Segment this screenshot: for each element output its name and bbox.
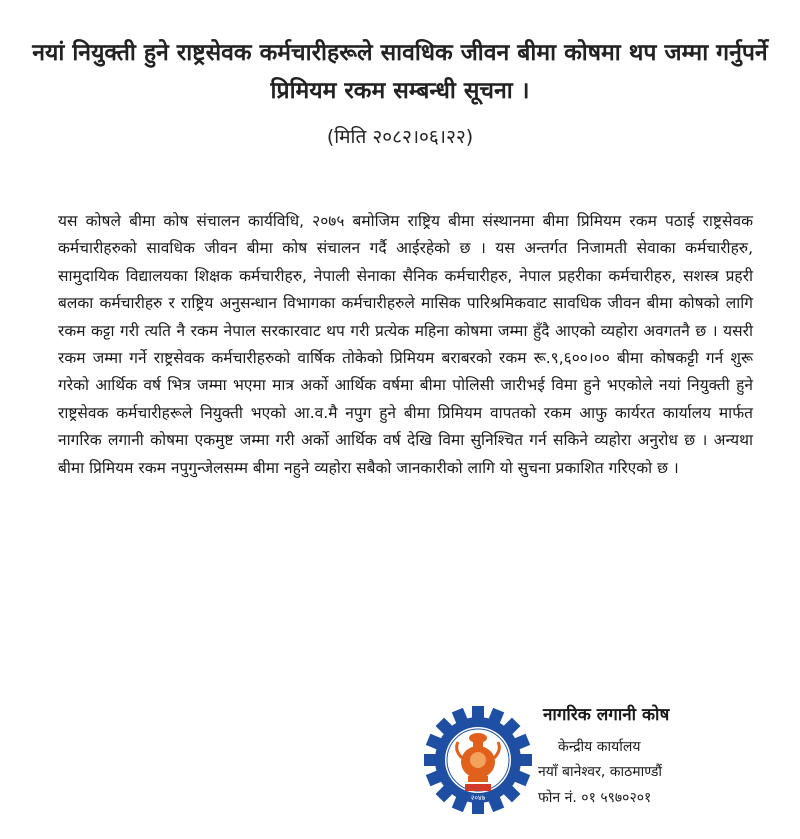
svg-text:२०४७: २०४७ bbox=[470, 794, 486, 802]
notice-body: यस कोषले बीमा कोष संचालन कार्यविधि, २०७५ बमोजिम राष्ट्रिय बीमा संस्थानमा बीमा प्रिमियम रकम पठाई राष्ट्रसेवक कर्मचारीहरुको सावधिक जीवन बीमा कोष संचालन गर्दै आईरहेको छ । यस अन्तर्गत निजामती सेवाका कर्मचारीहरु, सामुदायिक विद्यालयका शिक्षक कर्मचारीहरु, नेपाली सेनाका सैनिक कर्मचारीहरु, नेपाल प्रहरीका कर्मचारीहरु, सशस्त्र प्रहरी बलका कर्मचारीहरु र राष्ट्रिय अनुसन्धान विभागका कर्मचारीहरुले मासिक पारिश्रमिकवाट सावधिक जीवन बीमा कोषको लागि रकम कट्टा गरी त्यति नै रकम नेपाल सरकारवाट थप गरी प्रत्येक महिना कोषमा जम्मा हुँदै आएको व्यहोरा अवगतनै छ । यसरी रकम जम्मा गर्ने राष्ट्रसेवक कर्मचारीहरुको वार्षिक तोकेको प्रिमियम बराबरको रकम रू.९,६००।०० बीमा कोषकट्टी गर्न शुरू गरेको आर्थिक वर्ष भित्र जम्मा भएमा मात्र अर्को आर्थिक वर्षमा बीमा पोलिसी जारीभई विमा हुने भएकोले नयां नियुक्ती हुने राष्ट्रसेवक कर्मचारीहरूले नियुक्ती भएको आ.व.मै नपुग हुने बीमा प्रिमियम वापतको रकम आफु कार्यरत कार्यालय मार्फत नागरिक लगानी कोषमा एकमुष्ट जम्मा गरी अर्को आर्थिक वर्ष देखि विमा सुनिश्चित गर्न सकिने व्यहोरा अनुरोध छ । अन्यथा बीमा प्रिमियम रकम नपुगुन्जेलसम्म बीमा नहुने व्यहोरा सबैको जानकारीको लागि यो सुचना प्रकाशित गरिएको छ । bbox=[58, 212, 753, 477]
office-name: केन्द्रीय कार्यालय bbox=[558, 739, 641, 755]
notice-title: नयां नियुक्ती हुने राष्ट्रसेवक कर्मचारीहरूले सावधिक जीवन बीमा कोषमा थप जम्मा गर्नुपर्ने प्रिमियम रकम सम्बन्धी सूचना । bbox=[32, 40, 768, 104]
notice-date: (मिति २०८२।०६।२२) bbox=[326, 126, 474, 148]
office-address: नयाँ बानेश्वर, काठमाण्डौं bbox=[538, 764, 662, 780]
org-name: नागरिक लगानी कोष bbox=[543, 705, 670, 725]
kalash-logo-icon bbox=[418, 700, 538, 820]
office-phone: फोन नं. ०१ ५९७०२०१ bbox=[538, 790, 652, 806]
issuer-block bbox=[418, 700, 758, 830]
